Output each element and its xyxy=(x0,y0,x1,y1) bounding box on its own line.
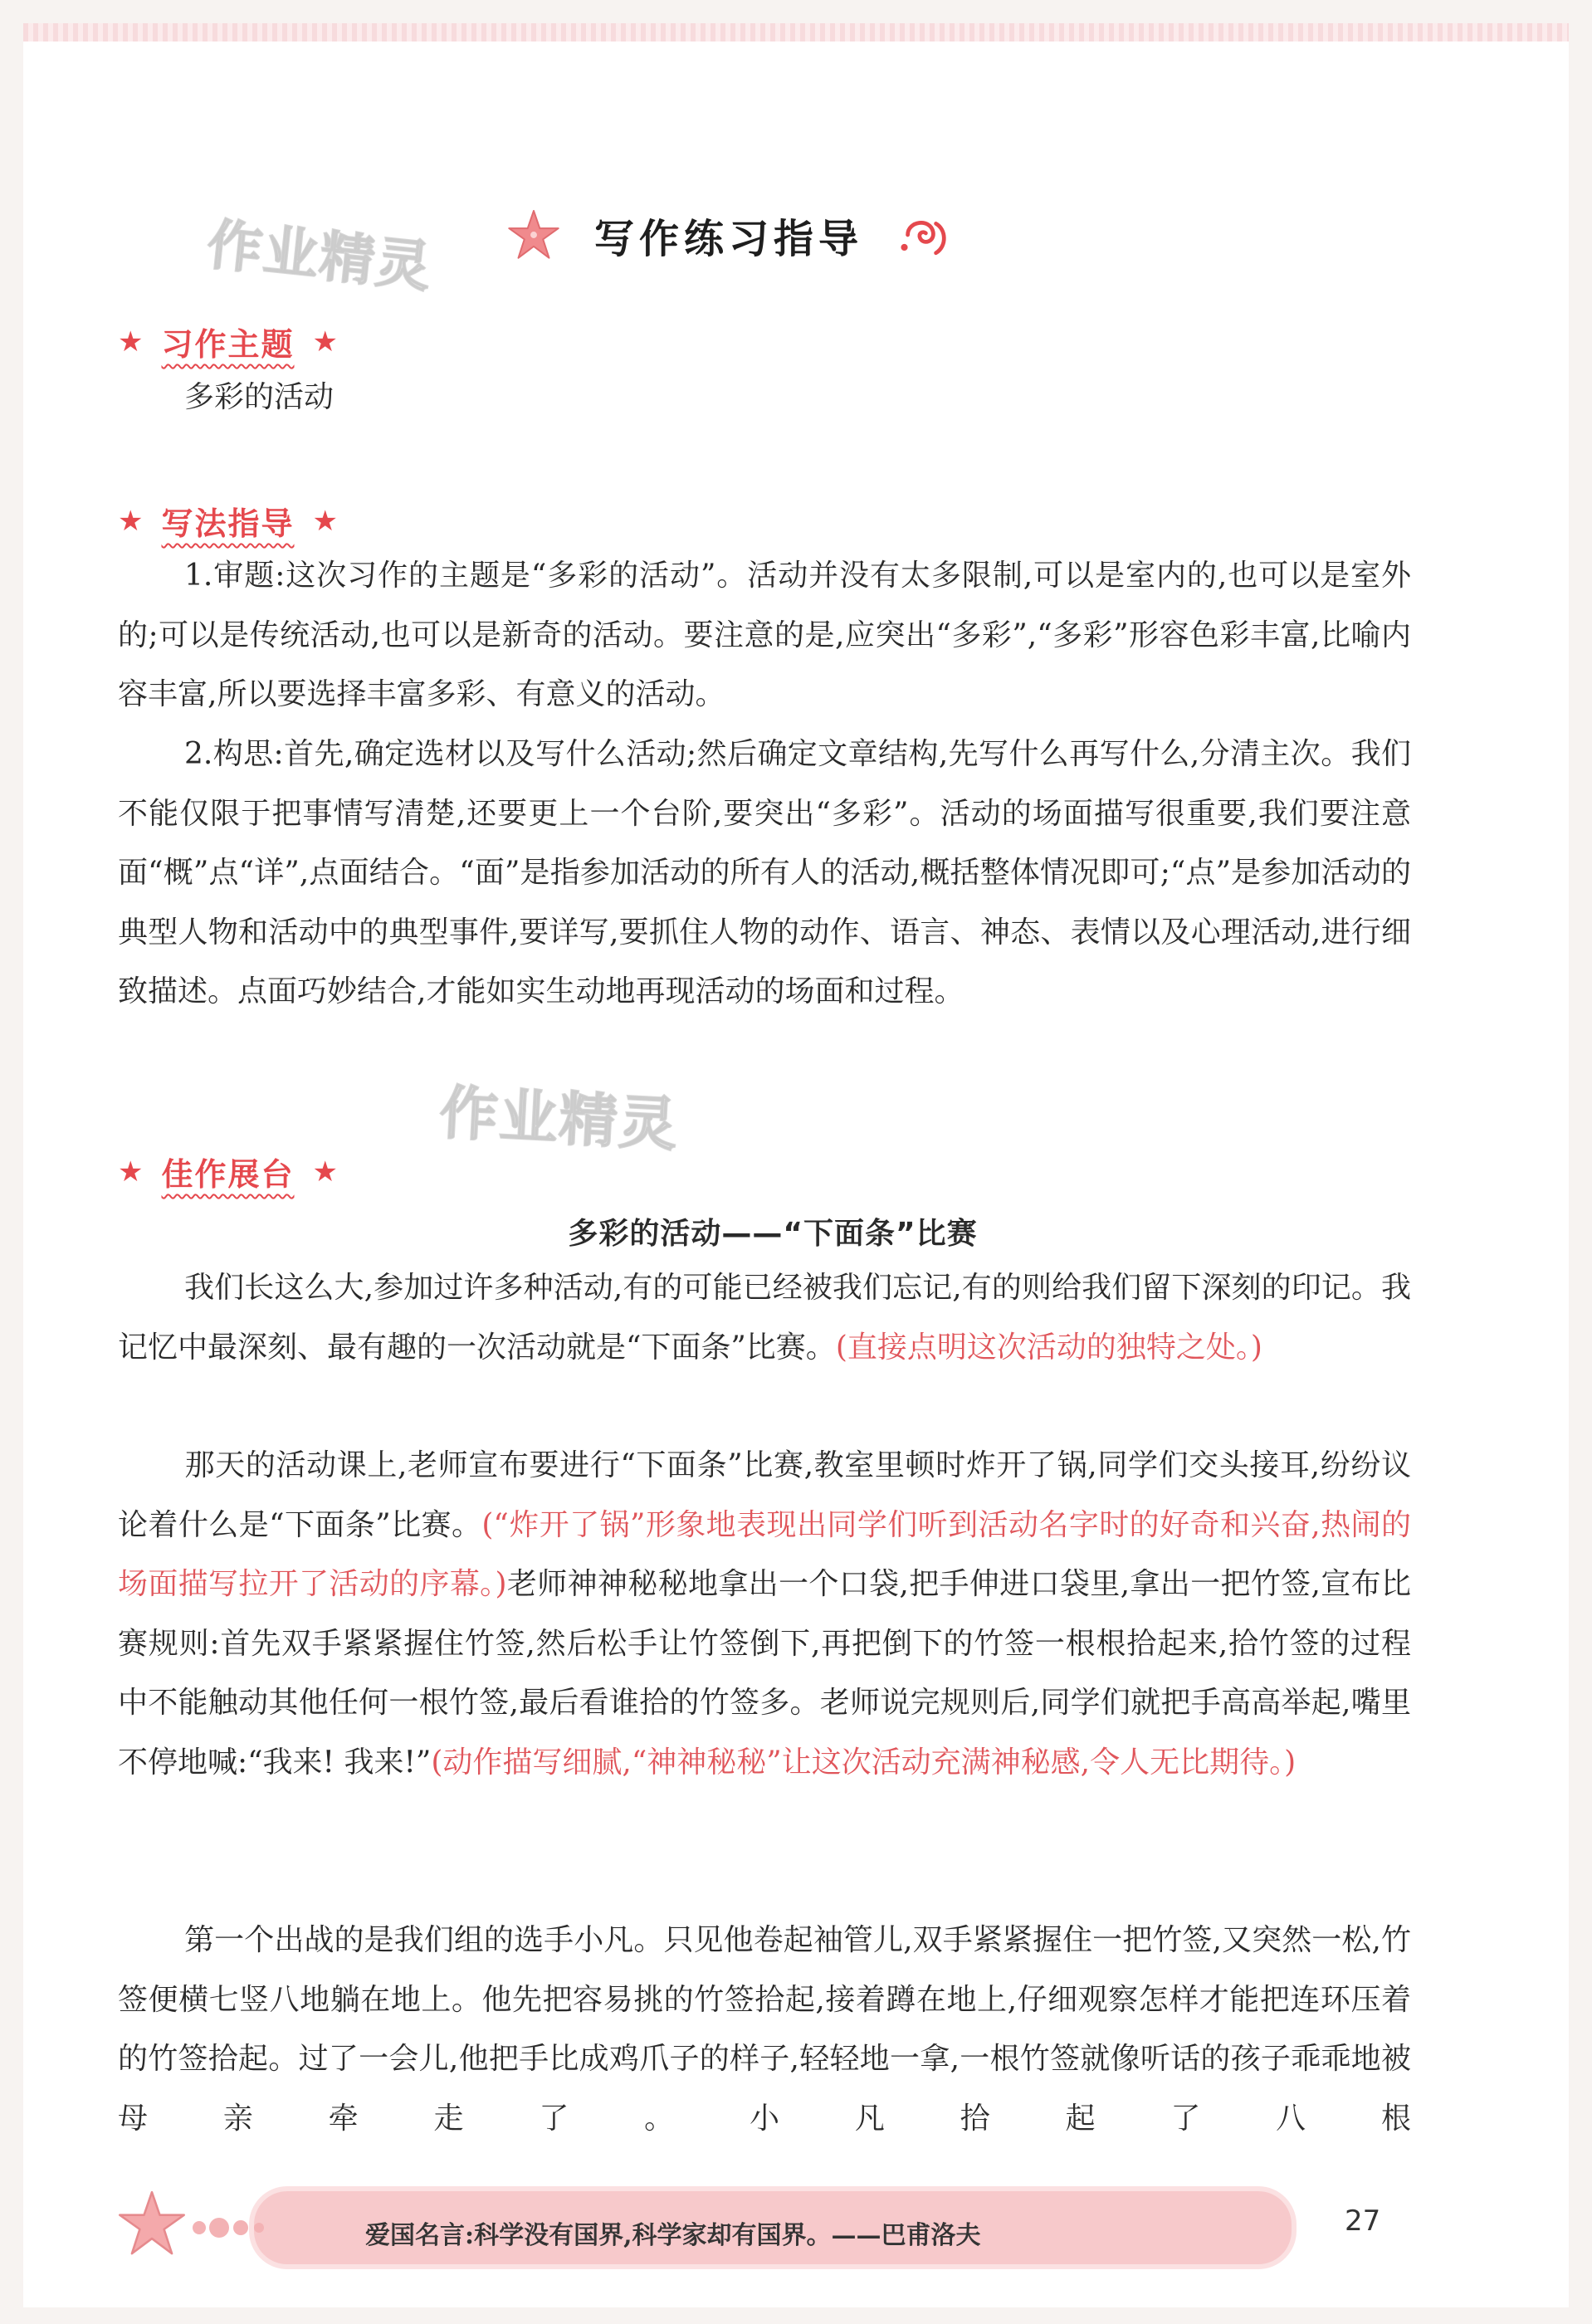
watermark: 作业精灵 xyxy=(204,212,436,300)
section-heading-theme xyxy=(118,319,338,364)
star-icon: ★ xyxy=(118,1155,144,1189)
method-paragraph: 2.构思:首先,确定选材以及写什么活动;然后确定文章结构,先写什么再写什么,分清主次。我们不能仅限于把事情写清楚,还要更上一个台阶,要突出“多彩”。活动的场面描写很重要,我们要注意面“概”点“详”,点面结合。“面”是指参加活动的所有人的活动,概括整体情况即可;“点”是参加活动的典型人物和活动中的典型事件,要详写,要抓住人物的动作、语言、神态、表情以及心理活动,进行细致描述。点面巧妙结合,才能如实生动地再现活动的场面和过程。 xyxy=(118,737,1411,1008)
essay-paragraph: 我们长这么大,参加过许多种活动,有的可能已经被我们忘记,有的则给我们留下深刻的印记。我记忆中最深刻、最有趣的一次活动就是“下面条”比赛。(直接点明这次活动的独特之处。) xyxy=(118,1271,1411,1365)
page-title: 写作练习指导 xyxy=(594,215,864,262)
star-icon: ★ xyxy=(118,325,144,359)
essay-paragraph: 那天的活动课上,老师宣布要进行“下面条”比赛,教室里顿时炸开了锅,同学们交头接耳,纷纷议论着什么是“下面条”比赛。(“炸开了锅”形象地表现出同学们听到活动名字时的好奇和兴奋,热闹的场面描写拉开了活动的序幕。)老师神神秘秘地拿出一个口袋,把手伸进口袋里,拿出一把竹签,宣布比赛规则:首先双手紧紧握住竹签,然后松手让竹签倒下,再把倒下的竹签一根根拾起来,拾竹签的过程中不能触动其他任何一根竹签,最后看谁拾的竹签多。老师说完规则后,同学们就把手高高举起,嘴里不停地喊:“我来! 我来!”(动作描写细腻,“神神秘秘”让这次活动充满神秘感,令人无比期待。) xyxy=(118,1448,1411,1780)
section-heading-label: 习作主题 xyxy=(161,326,295,363)
page-number: 27 xyxy=(1345,2204,1381,2238)
section-heading-label: 写法指导 xyxy=(161,505,295,542)
essay-title: 多彩的活动——“下面条”比赛 xyxy=(568,1217,978,1251)
method-paragraph: 1.审题:这次习作的主题是“多彩的活动”。活动并没有太多限制,可以是室内的,也可以是室外的;可以是传统活动,也可以是新奇的活动。要注意的是,应突出“多彩”,“多彩”形容色彩丰富,比喻内容丰富,所以要选择丰富多彩、有意义的活动。 xyxy=(118,559,1411,711)
star-icon: ★ xyxy=(312,1155,338,1189)
watermark: 作业精灵 xyxy=(437,1078,681,1160)
starfish-icon xyxy=(116,2188,188,2259)
star-icon: ★ xyxy=(312,325,338,359)
page-title-area xyxy=(506,198,953,272)
decorative-border xyxy=(23,23,1569,42)
section-heading-method xyxy=(118,498,338,544)
swirl-ornament-icon xyxy=(896,207,953,263)
section-heading-showcase xyxy=(118,1149,338,1194)
annotation-note: (“炸开了锅”形象地表现出同学们听到活动名字时的好奇和兴奋,热闹的场面描写拉开了活动的序幕。) xyxy=(118,1507,1411,1601)
footer-quote: 爱国名言:科学没有国界,科学家却有国界。——巴甫洛夫 xyxy=(365,2221,981,2250)
section-heading-label: 佳作展台 xyxy=(161,1156,295,1193)
annotation-note: (动作描写细腻,“神神秘秘”让这次活动充满神秘感,令人无比期待。) xyxy=(431,1745,1297,1780)
starfish-icon xyxy=(506,208,561,262)
star-icon: ★ xyxy=(118,504,144,538)
essay-paragraph: 第一个出战的是我们组的选手小凡。只见他卷起袖管儿,双手紧紧握住一把竹签,又突然一松,竹签便横七竖八地躺在地上。他先把容易挑的竹签拾起,接着蹲在地上,仔细观察怎样才能把连环压着的竹签拾起。过了一会儿,他把手比成鸡爪子的样子,轻轻地一拿,一根竹签就像听话的孩子乖乖地被母亲牵走了。小凡拾起了八根 xyxy=(118,1923,1411,2136)
theme-content: 多彩的活动 xyxy=(184,380,335,414)
star-icon: ★ xyxy=(312,504,338,538)
annotation-note: (直接点明这次活动的独特之处。) xyxy=(835,1330,1262,1365)
bead-ornament-icon xyxy=(191,2209,266,2246)
